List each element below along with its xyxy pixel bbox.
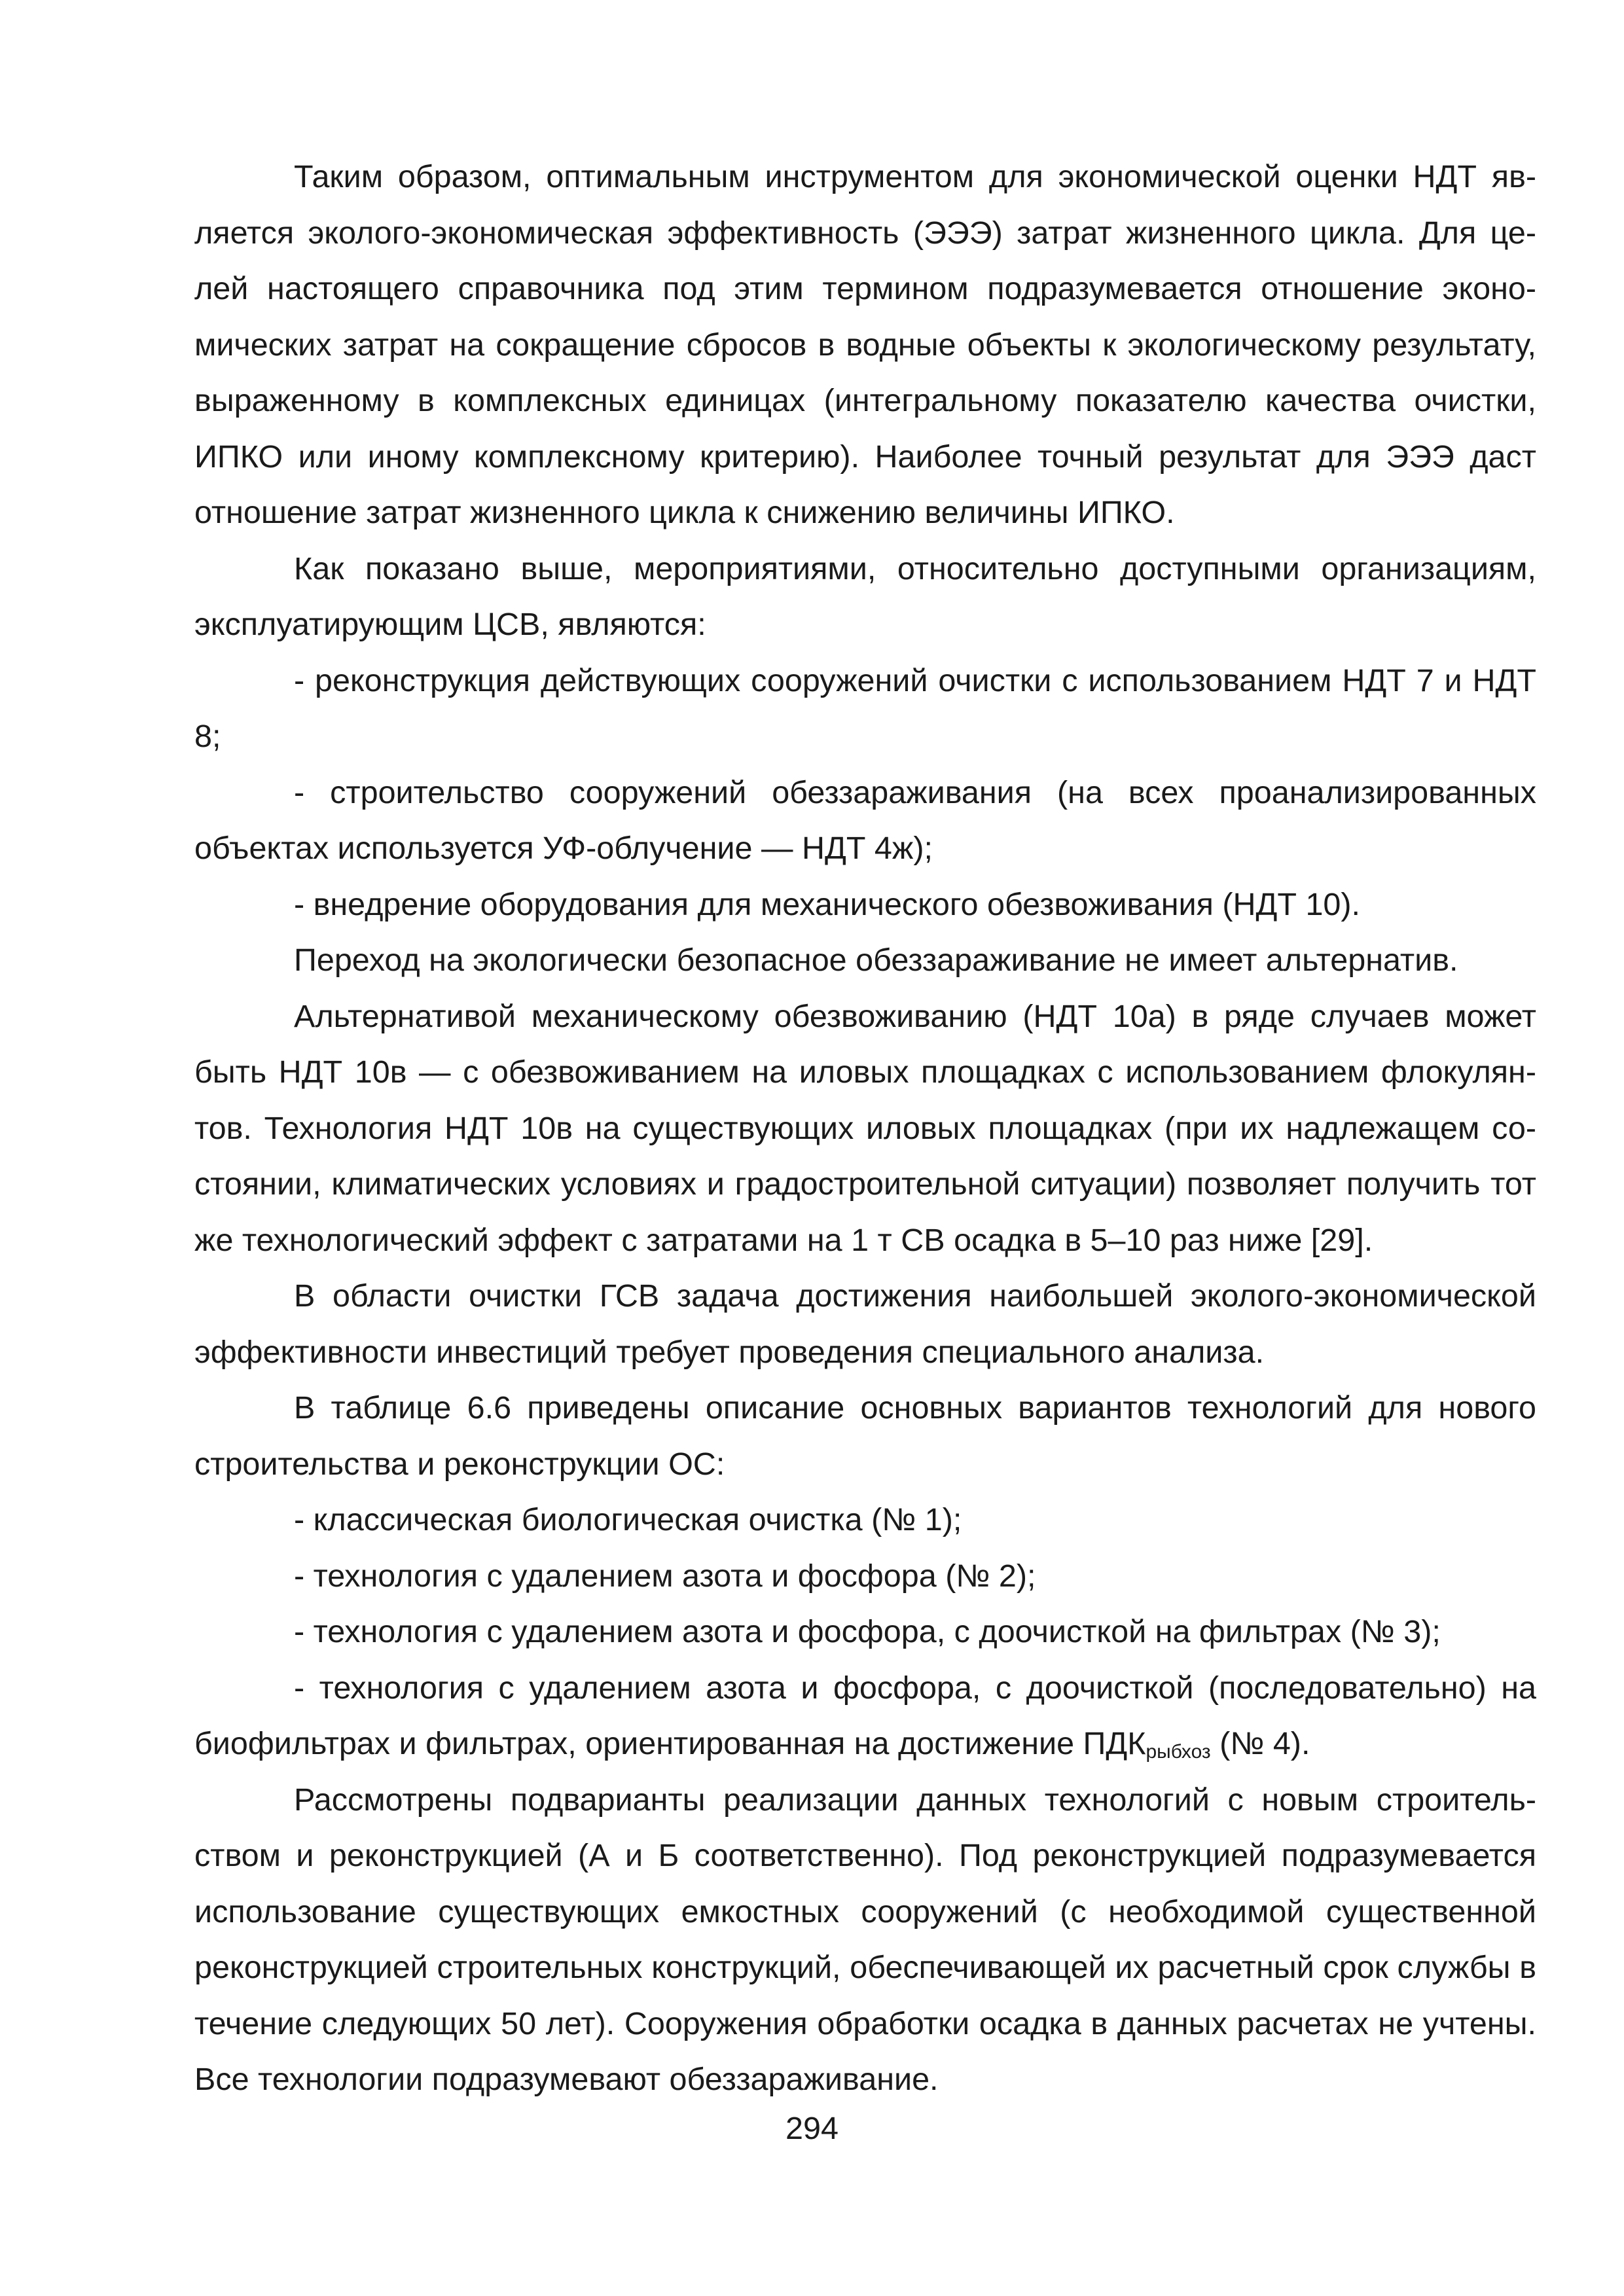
paragraph-gsv-analysis: В области очистки ГСВ задача достижения наибольшей эколого-экономической эффективности инвестиций требует проведения специального анализа. — [194, 1278, 1536, 1370]
list-item-option-2: - технология с удалением азота и фосфора (№ 2); — [294, 1558, 1036, 1594]
paragraph-eee-definition: Таким образом, оптимальным инструментом для экономической оценки НДТ является эколого-экономическая эффективность (ЭЭЭ) затрат жизненного цикла. Для целей настоящего справочника под этим термином подразумевается отношение экономических затрат на сокращение сбросов в водные объекты к экологическому результату, выраженному в комплексных единицах (интегральному показателю качества очистки, ИПКО или иному комплексному критерию). Наиболее точный результат для ЭЭЭ даст отношение затрат жизненного цикла к снижению величины ИПКО. — [194, 159, 1536, 530]
list-item-reconstruction: - реконструкция действующих сооружений очистки с использованием НДТ 7 и НДТ 8; — [194, 662, 1536, 754]
paragraph-table-intro: В таблице 6.6 приведены описание основных вариантов технологий для нового строительства и реконструкции ОС: — [194, 1390, 1536, 1482]
paragraph-no-alternative: Переход на экологически безопасное обеззараживание не имеет альтернатив. — [294, 942, 1458, 978]
list-item-option-4-tail: (№ 4). — [1210, 1726, 1310, 1761]
page-number: 294 — [785, 2111, 839, 2146]
list-item-dewatering: - внедрение оборудования для механического обезвоживания (НДТ 10). — [294, 886, 1361, 922]
list-item-option-4 — [194, 1660, 1536, 1772]
list-item-disinfection: - строительство сооружений обеззараживания (на всех проанализированных объектах используется УФ-облучение — НДТ 4ж); — [194, 774, 1536, 866]
paragraph-measures-intro: Как показано выше, мероприятиями, относительно доступными организациям, эксплуатирующим ЦСВ, являются: — [194, 550, 1536, 642]
list-item-option-4-text: - технология с удалением азота и фосфора, с доочисткой (последовательно) на биофильтрах и фильтрах, ориентированная на достижение ПДК — [194, 1670, 1536, 1761]
paragraph-subvariants: Рассмотрены подварианты реализации данных технологий с новым строительством и реконструкцией (А и Б соответственно). Под реконструкцией подразумевается использование существующих емкостных сооружений (с необходимой существенной реконструкцией строительных конструкций, обеспечивающей их расчетный срок службы в течение следующих 50 лет). Сооружения обработки осадка в данных расчетах не учтены. Все технологии подразумевают обеззараживание. — [194, 1782, 1536, 2097]
list-item-option-3: - технология с удалением азота и фосфора, с доочисткой на фильтрах (№ 3); — [294, 1614, 1441, 1649]
pdk-subscript: рыбхоз — [1146, 1741, 1211, 1763]
list-item-option-1: - классическая биологическая очистка (№ 1); — [294, 1502, 962, 1537]
paragraph-alternative-dewatering: Альтернативой механическому обезвоживанию (НДТ 10а) в ряде случаев может быть НДТ 10в — с обезвоживанием на иловых площадках с использованием флокулянтов. Технология НДТ 10в на существующих иловых площадках (при их надлежащем состоянии, климатических условиях и градостроительной ситуации) позволяет получить тот же технологический эффект с затратами на 1 т СВ осадка в 5–10 раз ниже [29]. — [194, 998, 1536, 1258]
page-body — [194, 149, 1536, 2108]
